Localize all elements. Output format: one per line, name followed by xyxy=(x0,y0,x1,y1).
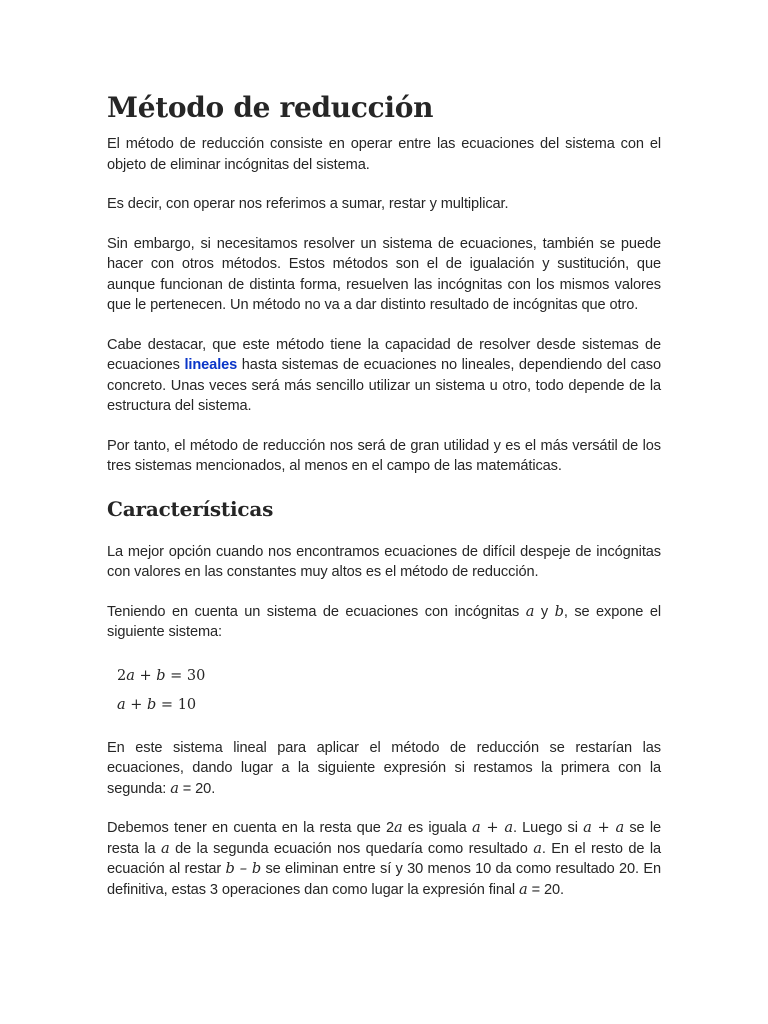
explanation-text: de la segunda ecuación nos quedaría como resultado xyxy=(169,840,534,857)
math-term: a xyxy=(533,839,542,857)
variable-b: b xyxy=(554,602,564,620)
variable-a: a xyxy=(170,779,179,797)
math-term: b – b xyxy=(225,860,262,877)
explanation-text: se eliminan entre sí y 30 menos 10 da como resultado 20. En definitiva, estas 3 operaciones dan como lugar la expresión final xyxy=(107,861,661,898)
eq2-variable-a: a xyxy=(117,696,126,713)
capacity-paragraph xyxy=(107,335,661,417)
capacity-text-after: hasta sistemas de ecuaciones no lineales, dependiendo del caso concreto. Unas veces será más sencillo utilizar un sistema u otro, todo depende de la estructura del sistema. xyxy=(107,357,661,414)
variable-a: a xyxy=(525,602,535,620)
utility-paragraph: Por tanto, el método de reducción nos será de gran utilidad y es el más versátil de los tres sistemas mencionados, al menos en el campo de las matemáticas. xyxy=(107,437,661,474)
explanation-text: es iguala xyxy=(402,820,472,836)
explanation-text: = 20. xyxy=(527,881,564,898)
explanation-paragraph xyxy=(107,818,661,900)
math-term: a + a xyxy=(471,819,513,836)
math-term: a xyxy=(519,880,528,898)
capacity-text-before: Cabe destacar, que este método tiene la capacidad de resolver desde sistemas de ecuaciones xyxy=(107,336,661,373)
subtraction-text: En este sistema lineal para aplicar el método de reducción se restarían las ecuaciones, dando lugar a la siguiente expresión si restamos la primera con la segunda: xyxy=(107,739,661,797)
math-term: a xyxy=(394,819,403,836)
explanation-text: . Luego si xyxy=(512,820,584,836)
system-intro-text: y xyxy=(534,603,555,620)
eq2-plus: + xyxy=(125,696,148,713)
explanation-text: . En el resto de la ecuación al restar xyxy=(107,840,661,877)
eq1-result: = 30 xyxy=(165,667,206,684)
explanation-text: se le resta la xyxy=(107,820,661,857)
system-intro-text: Teniendo en cuenta un sistema de ecuaciones con incógnitas xyxy=(107,603,526,620)
eq2-variable-b: b xyxy=(147,696,157,713)
math-term: a xyxy=(161,839,170,857)
explanation-text: Debemos tener en cuenta en la resta que 2 xyxy=(107,820,394,836)
best-option-paragraph: La mejor opción cuando nos encontramos ecuaciones de difícil despeje de incógnitas con valores en las constantes muy altos es el método de reducción. xyxy=(107,543,661,580)
eq1-plus: + xyxy=(134,667,157,684)
system-intro-paragraph xyxy=(107,602,661,643)
eq2-result: = 10 xyxy=(156,696,197,713)
equation-2 xyxy=(117,691,661,720)
system-intro-text: , se expone el siguiente sistema: xyxy=(107,603,661,640)
eq1-coefficient: 2 xyxy=(117,667,127,684)
document-body xyxy=(107,90,661,919)
section-title-caracteristicas: Características xyxy=(107,496,274,521)
equation-system xyxy=(117,662,661,720)
eq1-variable-b: b xyxy=(156,667,166,684)
page-title: Método de reducción xyxy=(107,91,434,124)
math-term: a + a xyxy=(583,819,625,836)
subtraction-paragraph xyxy=(107,738,661,800)
subtraction-result: = 20. xyxy=(178,780,216,797)
lineales-link[interactable]: lineales xyxy=(184,357,238,373)
operations-paragraph: Es decir, con operar nos referimos a sumar, restar y multiplicar. xyxy=(107,196,509,212)
intro-paragraph: El método de reducción consiste en operar entre las ecuaciones del sistema con el objeto de eliminar incógnitas del sistema. xyxy=(107,136,661,173)
equation-1 xyxy=(117,662,661,691)
eq1-variable-a: a xyxy=(126,667,135,684)
other-methods-paragraph: Sin embargo, si necesitamos resolver un sistema de ecuaciones, también se puede hacer con otros métodos. Estos métodos son el de igualación y sustitución, que aunque funcionan de distinta forma, resuelven las incógnitas con los mismos valores que le pertenecen. Un método no va a dar distinto resultado de incógnitas que otro. xyxy=(107,235,661,313)
